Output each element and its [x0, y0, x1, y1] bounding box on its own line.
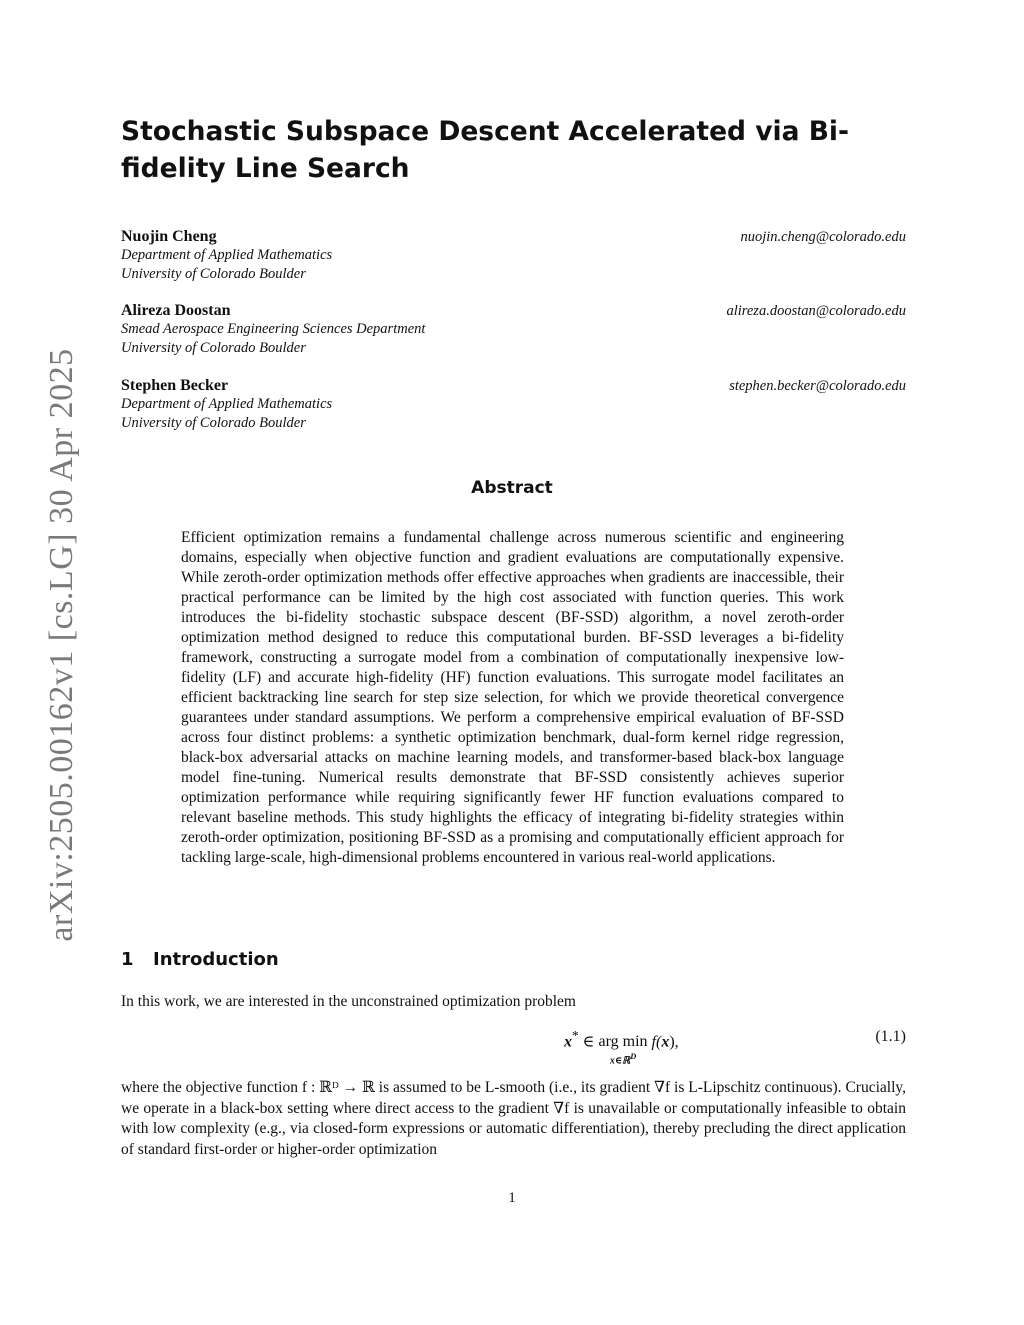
equation-number: (1.1) — [875, 1028, 906, 1045]
section-heading — [121, 949, 279, 970]
body-paragraph: In this work, we are interested in the unconstrained optimization problem — [121, 993, 576, 1010]
author-email: nuojin.cheng@colorado.edu — [740, 229, 906, 245]
author-affiliation: Department of Applied Mathematics — [121, 396, 333, 412]
author-block-2 — [121, 302, 906, 357]
author-name: Alireza Doostan — [121, 302, 231, 319]
author-block-3 — [121, 377, 906, 432]
equation-expression: x* ∈ arg min x∈ℝ$^D$ f(x), — [564, 1028, 679, 1067]
author-affiliation: Department of Applied Mathematics — [121, 247, 333, 263]
section-title: Introduction — [153, 949, 279, 970]
argmin-operator: arg min x∈ℝ$^D$ — [598, 1033, 648, 1067]
page-number: 1 — [508, 1190, 516, 1206]
equation-1-1 — [121, 1028, 906, 1068]
author-name: Nuojin Cheng — [121, 228, 217, 245]
author-affiliation: University of Colorado Boulder — [121, 265, 306, 282]
abstract-text: Efficient optimization remains a fundamental challenge across numerous scientific and engineering domains, especially when objective function and gradient evaluations are computationally expensive. While zeroth-order optimization methods offer effective approaches when gradients are inaccessible, their practical performance can be limited by the high cost associated with function queries. This work introduces the bi-fidelity stochastic subspace descent (BF-SSD) algorithm, a novel zeroth-order optimization method designed to reduce this computational burden. BF-SSD leverages a bi-fidelity framework, constructing a surrogate model from a combination of computationally inexpensive low-fidelity (LF) and accurate high-fidelity (HF) function evaluations. This surrogate model facilitates an efficient backtracking line search for step size selection, for which we provide theoretical convergence guarantees under standard assumptions. We perform a comprehensive empirical evaluation of BF-SSD across four distinct problems: a synthetic optimization benchmark, dual-form kernel ridge regression, black-box adversarial attacks on machine learning models, and transformer-based black-box language model fine-tuning. Numerical results demonstrate that BF-SSD consistently achieves superior optimization performance while requiring significantly fewer HF function evaluations compared to relevant baseline methods. This study highlights the efficacy of integrating bi-fidelity strategies within zeroth-order optimization, positioning BF-SSD as a promising and computationally efficient approach for tackling large-scale, high-dimensional problems encountered in various real-world applications. — [181, 529, 844, 866]
author-affiliation: Smead Aerospace Engineering Sciences Department — [121, 321, 426, 337]
section-number: 1 — [121, 949, 134, 970]
author-email: stephen.becker@colorado.edu — [729, 378, 906, 394]
author-affiliation: University of Colorado Boulder — [121, 339, 306, 356]
author-name: Stephen Becker — [121, 377, 229, 394]
author-affiliation: University of Colorado Boulder — [121, 414, 306, 431]
author-block-1 — [121, 228, 906, 283]
author-email: alireza.doostan@colorado.edu — [726, 303, 906, 319]
paper-title: Stochastic Subspace Descent Accelerated via Bi-fidelity Line Search — [121, 116, 849, 184]
body-paragraph: where the objective function f : ℝᴰ → ℝ is assumed to be L-smooth (i.e., its gradient ∇f is L-Lipschitz continuous). Crucially, we operate in a black-box setting where direct access to the gradient ∇f is unavailable or computationally infeasible to obtain with low complexity (e.g., via closed-form expressions or automatic differentiation), thereby precluding the direct application of standard first-order or higher-order optimization — [121, 1079, 906, 1158]
arxiv-identifier: arXiv:2505.00162v1 [cs.LG] 30 Apr 2025 — [43, 348, 80, 942]
abstract-heading: Abstract — [471, 478, 553, 498]
